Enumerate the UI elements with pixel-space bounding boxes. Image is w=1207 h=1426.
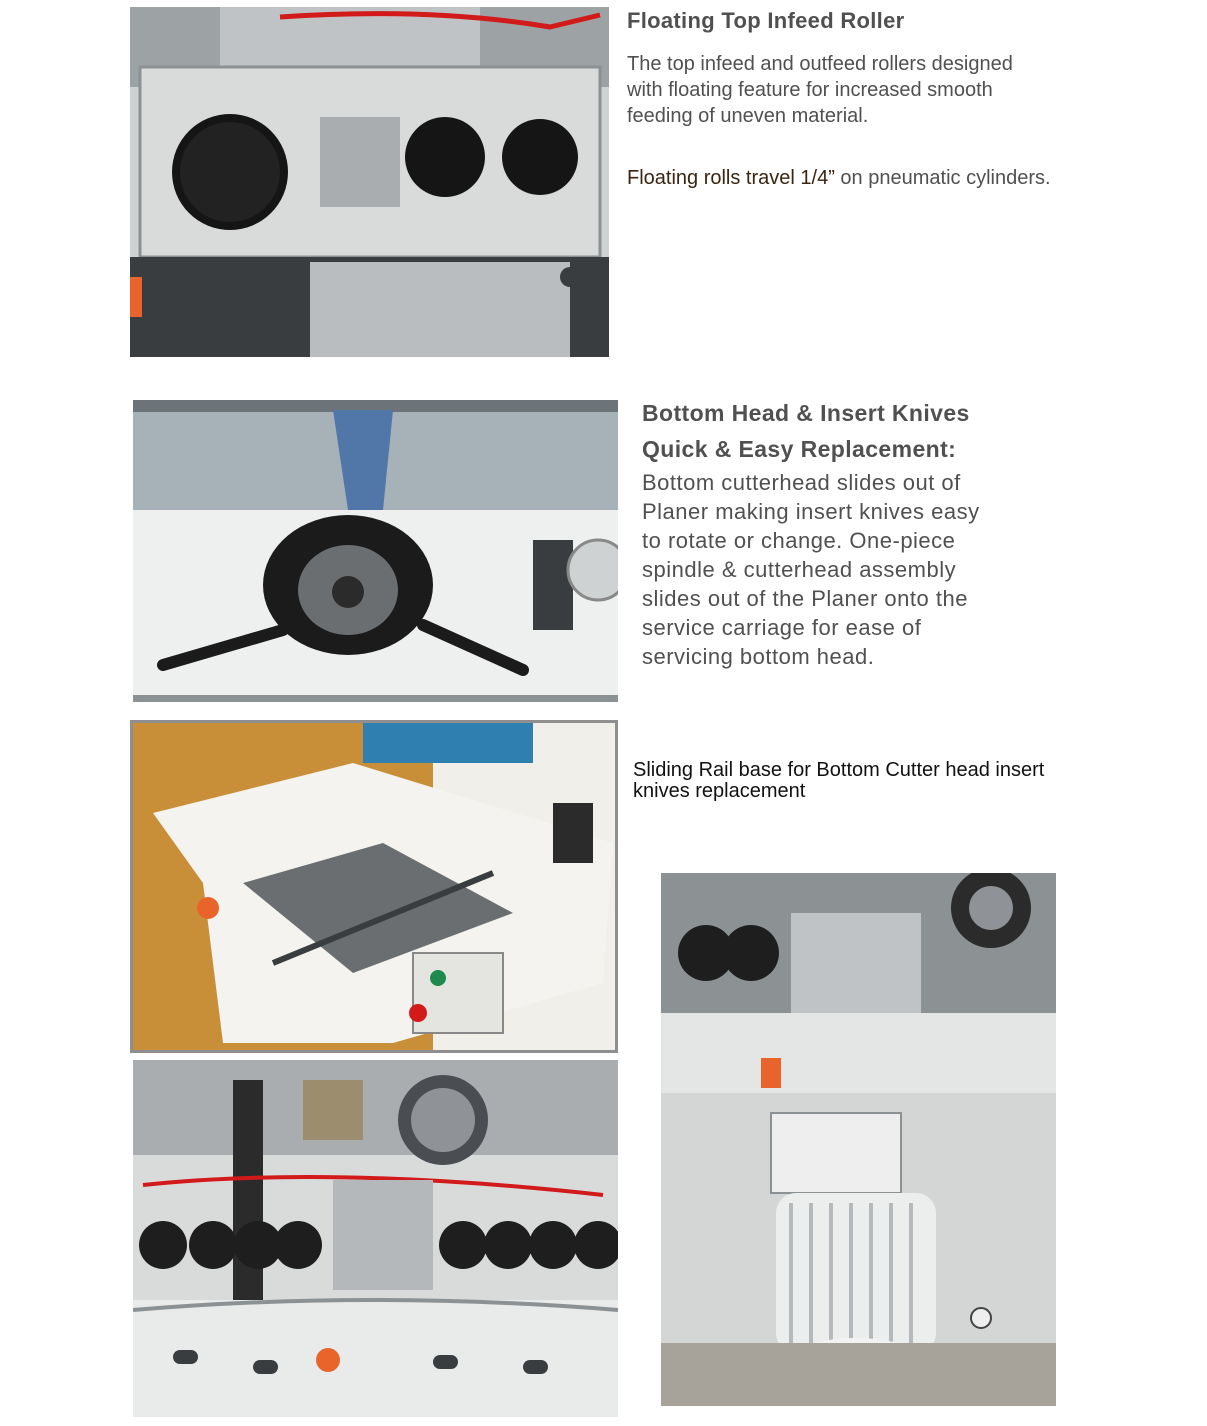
floating-roller-description: The top infeed and outfeed rollers designed with floating feature for increased smooth feeding of uneven material.	[627, 53, 1013, 127]
floating-roller-travel-note	[627, 167, 1051, 190]
travel-note-highlight: Floating rolls travel 1/4”	[627, 167, 835, 189]
travel-note-rest: on pneumatic cylinders.	[834, 167, 1051, 189]
sliding-rail-photo	[130, 720, 618, 1053]
floating-roller-title: Floating Top Infeed Roller	[627, 8, 905, 33]
feed-rollers-photo	[133, 1060, 618, 1417]
bottom-motor-photo	[661, 873, 1056, 1406]
bottom-head-description: Bottom cutterhead slides out of Planer making insert knives easy to rotate or change. One-piece spindle & cutterhead assembly slides out of the Planer onto the service carriage for ease of servicing bottom head.	[642, 470, 980, 669]
bottom-head-subtitle: Quick & Easy Replacement:	[642, 436, 957, 462]
sliding-rail-caption: Sliding Rail base for Bottom Cutter head insert knives replacement	[633, 759, 1045, 802]
floating-roller-photo	[130, 7, 609, 357]
bottom-head-title: Bottom Head & Insert Knives	[642, 400, 970, 426]
bottom-head-photo	[133, 400, 618, 702]
